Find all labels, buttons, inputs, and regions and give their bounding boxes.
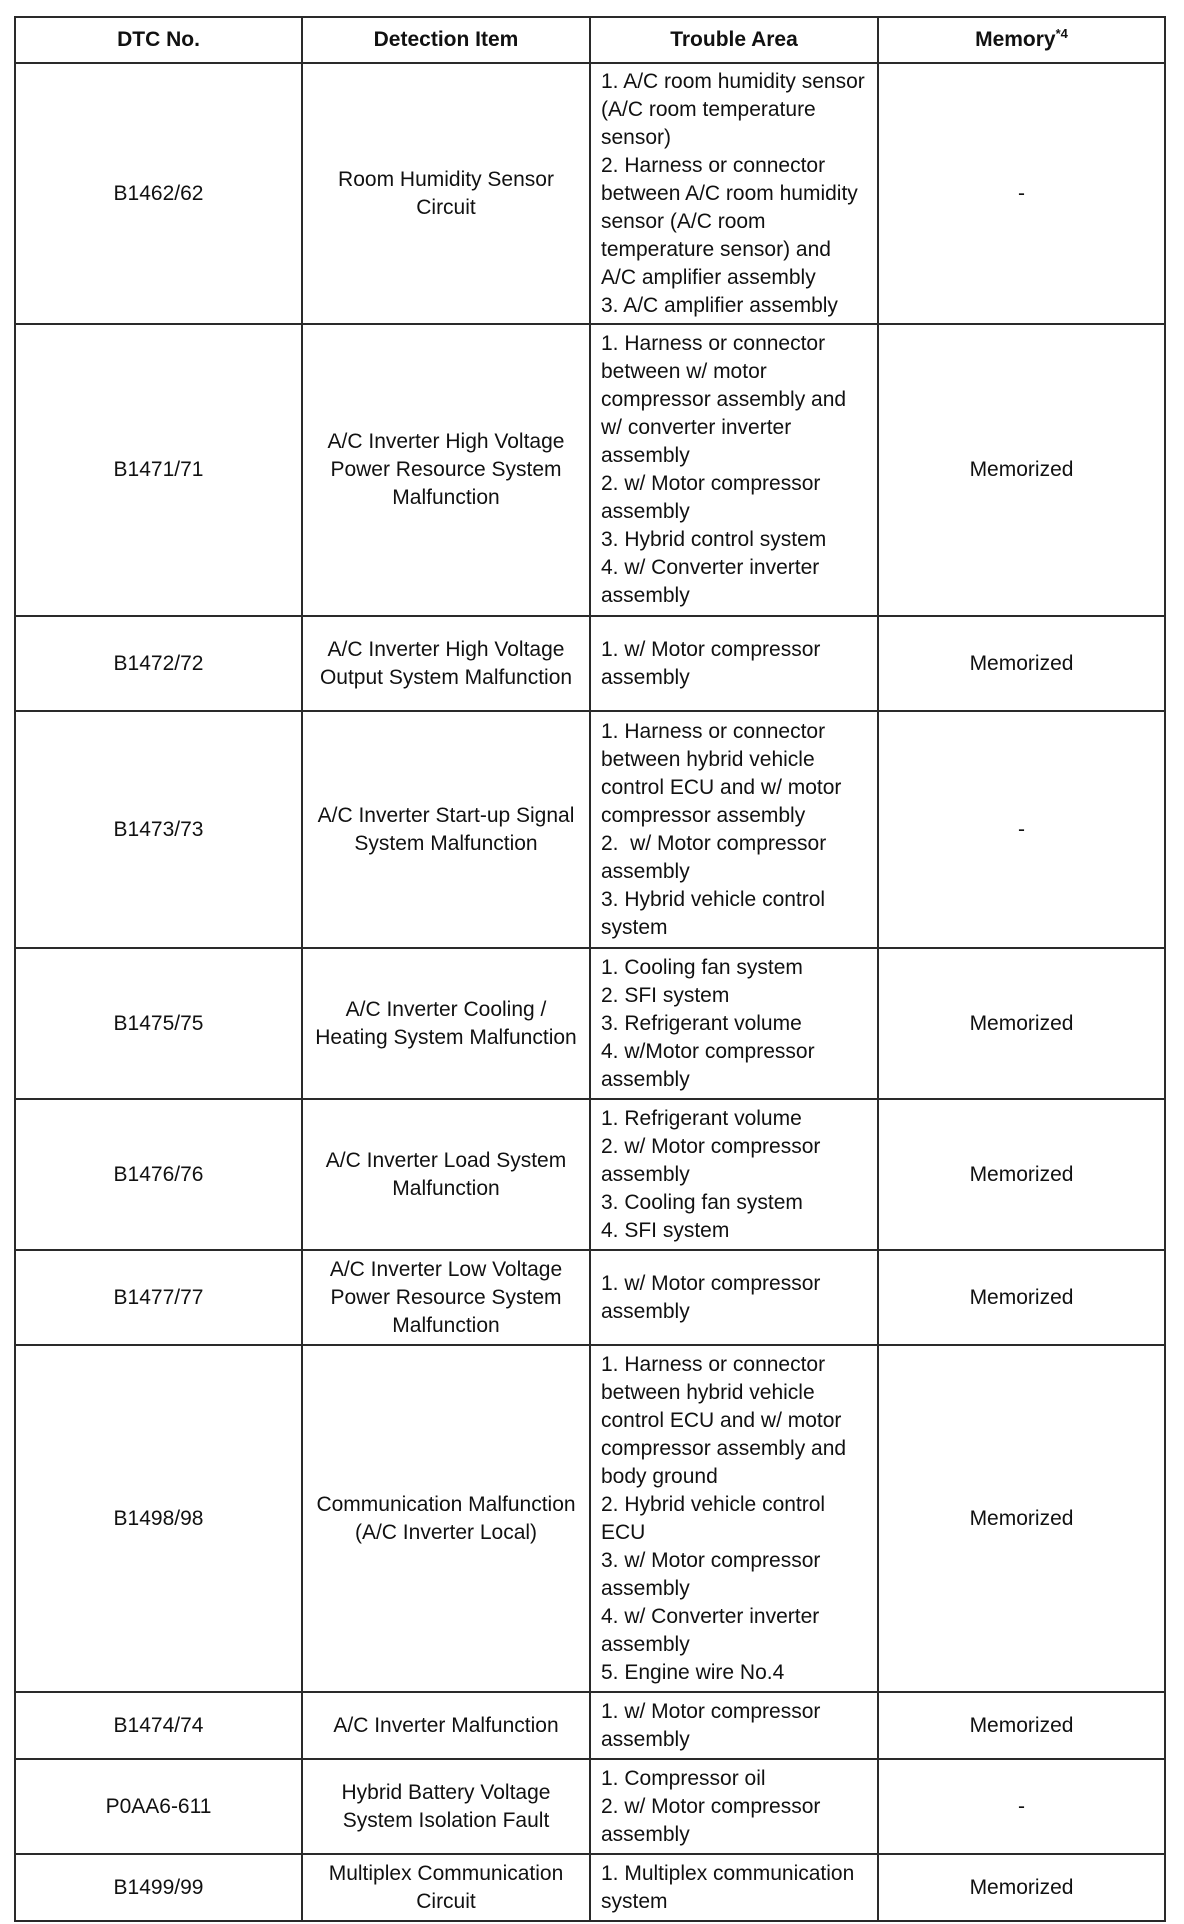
table-row <box>15 63 1165 324</box>
detection-item-cell: A/C Inverter Cooling / Heating System Malfunction <box>302 948 590 1099</box>
trouble-area-item: 3. Refrigerant volume <box>601 1011 802 1035</box>
header-memory-label: Memory <box>975 28 1056 51</box>
table-row <box>15 1759 1165 1854</box>
trouble-area-item: 5. Engine wire No.4 <box>601 1660 785 1684</box>
dtc-table-container <box>14 16 1164 1922</box>
trouble-area-item: 2. Hybrid vehicle control ECU <box>601 1492 831 1544</box>
detection-item-cell: A/C Inverter Load System Malfunction <box>302 1099 590 1250</box>
trouble-area-item: 1. w/ Motor compressor assembly <box>601 1271 827 1323</box>
table-row <box>15 1692 1165 1759</box>
table-row <box>15 1854 1165 1921</box>
detection-item-cell: Hybrid Battery Voltage System Isolation Fault <box>302 1759 590 1854</box>
trouble-area-item: 2. SFI system <box>601 983 730 1007</box>
detection-item-cell: A/C Inverter High Voltage Output System Malfunction <box>302 616 590 711</box>
trouble-area-cell <box>590 1692 878 1759</box>
trouble-area-cell <box>590 1854 878 1921</box>
table-row <box>15 711 1165 948</box>
trouble-area-item: 2. w/ Motor compressor assembly <box>601 1794 827 1846</box>
memory-cell: Memorized <box>878 1692 1165 1759</box>
header-detection-item: Detection Item <box>302 17 590 63</box>
memory-cell: Memorized <box>878 1099 1165 1250</box>
table-header <box>15 17 1165 63</box>
trouble-area-cell <box>590 1099 878 1250</box>
trouble-area-item: 1. w/ Motor compressor assembly <box>601 1699 827 1751</box>
trouble-area-item: 4. w/ Converter inverter assembly <box>601 556 826 607</box>
trouble-area-cell <box>590 324 878 616</box>
trouble-area-item: 3. A/C amplifier assembly <box>601 293 838 317</box>
trouble-area-item: 3. w/ Motor compressor assembly <box>601 1548 827 1600</box>
dtc-number-cell: B1498/98 <box>15 1345 302 1692</box>
trouble-area-item: 3. Hybrid vehicle control system <box>601 887 831 939</box>
trouble-area-item: 4. w/Motor compressor assembly <box>601 1039 821 1091</box>
dtc-number-cell: B1473/73 <box>15 711 302 948</box>
trouble-area-item: 4. SFI system <box>601 1218 730 1242</box>
table-body <box>15 63 1165 1921</box>
memory-cell: Memorized <box>878 1250 1165 1345</box>
trouble-area-item: 3. Cooling fan system <box>601 1190 803 1214</box>
dtc-number-cell: B1474/74 <box>15 1692 302 1759</box>
table-row <box>15 1250 1165 1345</box>
table-row <box>15 616 1165 711</box>
table-row <box>15 1099 1165 1250</box>
dtc-number-cell: B1462/62 <box>15 63 302 324</box>
trouble-area-cell <box>590 1759 878 1854</box>
trouble-area-item: 1. Compressor oil <box>601 1766 766 1790</box>
trouble-area-item: 1. Refrigerant volume <box>601 1106 802 1130</box>
memory-cell: - <box>878 1759 1165 1854</box>
trouble-area-item: 1. Harness or connector between w/ motor compressor assembly and w/ converter inverter assembly <box>601 332 852 467</box>
dtc-number-cell: P0AA6-611 <box>15 1759 302 1854</box>
table-row <box>15 948 1165 1099</box>
trouble-area-item: 1. Harness or connector between hybrid vehicle control ECU and w/ motor compressor assembly and body ground <box>601 1352 852 1488</box>
dtc-number-cell: B1472/72 <box>15 616 302 711</box>
trouble-area-cell <box>590 616 878 711</box>
header-dtc-no: DTC No. <box>15 17 302 63</box>
trouble-area-cell <box>590 63 878 324</box>
dtc-number-cell: B1475/75 <box>15 948 302 1099</box>
trouble-area-cell <box>590 1250 878 1345</box>
detection-item-cell: A/C Inverter Low Voltage Power Resource System Malfunction <box>302 1250 590 1345</box>
trouble-area-item: 4. w/ Converter inverter assembly <box>601 1604 826 1656</box>
memory-cell: Memorized <box>878 324 1165 616</box>
table-row <box>15 1345 1165 1692</box>
memory-cell: Memorized <box>878 1854 1165 1921</box>
trouble-area-cell <box>590 1345 878 1692</box>
detection-item-cell: Communication Malfunction (A/C Inverter Local) <box>302 1345 590 1692</box>
memory-cell: - <box>878 711 1165 948</box>
detection-item-cell: A/C Inverter Start-up Signal System Malfunction <box>302 711 590 948</box>
memory-cell: - <box>878 63 1165 324</box>
dtc-number-cell: B1476/76 <box>15 1099 302 1250</box>
dtc-table <box>14 16 1166 1922</box>
trouble-area-item: 2. w/ Motor compressor assembly <box>601 831 833 883</box>
header-row <box>15 17 1165 63</box>
header-memory <box>878 17 1165 63</box>
trouble-area-item: 1. Multiplex communication system <box>601 1861 861 1913</box>
detection-item-cell: A/C Inverter High Voltage Power Resource System Malfunction <box>302 324 590 616</box>
header-memory-footnote: *4 <box>1055 26 1068 41</box>
trouble-area-item: 2. Harness or connector between A/C room humidity sensor (A/C room temperature sensor) and A/C amplifier assembly <box>601 153 864 289</box>
dtc-number-cell: B1477/77 <box>15 1250 302 1345</box>
trouble-area-cell <box>590 711 878 948</box>
header-trouble-area: Trouble Area <box>590 17 878 63</box>
memory-cell: Memorized <box>878 948 1165 1099</box>
trouble-area-item: 1. Cooling fan system <box>601 955 803 979</box>
trouble-area-cell <box>590 948 878 1099</box>
table-row <box>15 324 1165 616</box>
trouble-area-item: 1. Harness or connector between hybrid vehicle control ECU and w/ motor compressor assembly <box>601 719 848 827</box>
detection-item-cell: Multiplex Communication Circuit <box>302 1854 590 1921</box>
dtc-number-cell: B1499/99 <box>15 1854 302 1921</box>
memory-cell: Memorized <box>878 616 1165 711</box>
trouble-area-item: 3. Hybrid control system <box>601 528 827 551</box>
trouble-area-item: 2. w/ Motor compressor assembly <box>601 1134 827 1186</box>
trouble-area-item: 1. w/ Motor compressor assembly <box>601 637 827 689</box>
detection-item-cell: A/C Inverter Malfunction <box>302 1692 590 1759</box>
detection-item-cell: Room Humidity Sensor Circuit <box>302 63 590 324</box>
trouble-area-item: 1. A/C room humidity sensor (A/C room temperature sensor) <box>601 69 871 149</box>
dtc-number-cell: B1471/71 <box>15 324 302 616</box>
memory-cell: Memorized <box>878 1345 1165 1692</box>
trouble-area-item: 2. w/ Motor compressor assembly <box>601 472 827 523</box>
